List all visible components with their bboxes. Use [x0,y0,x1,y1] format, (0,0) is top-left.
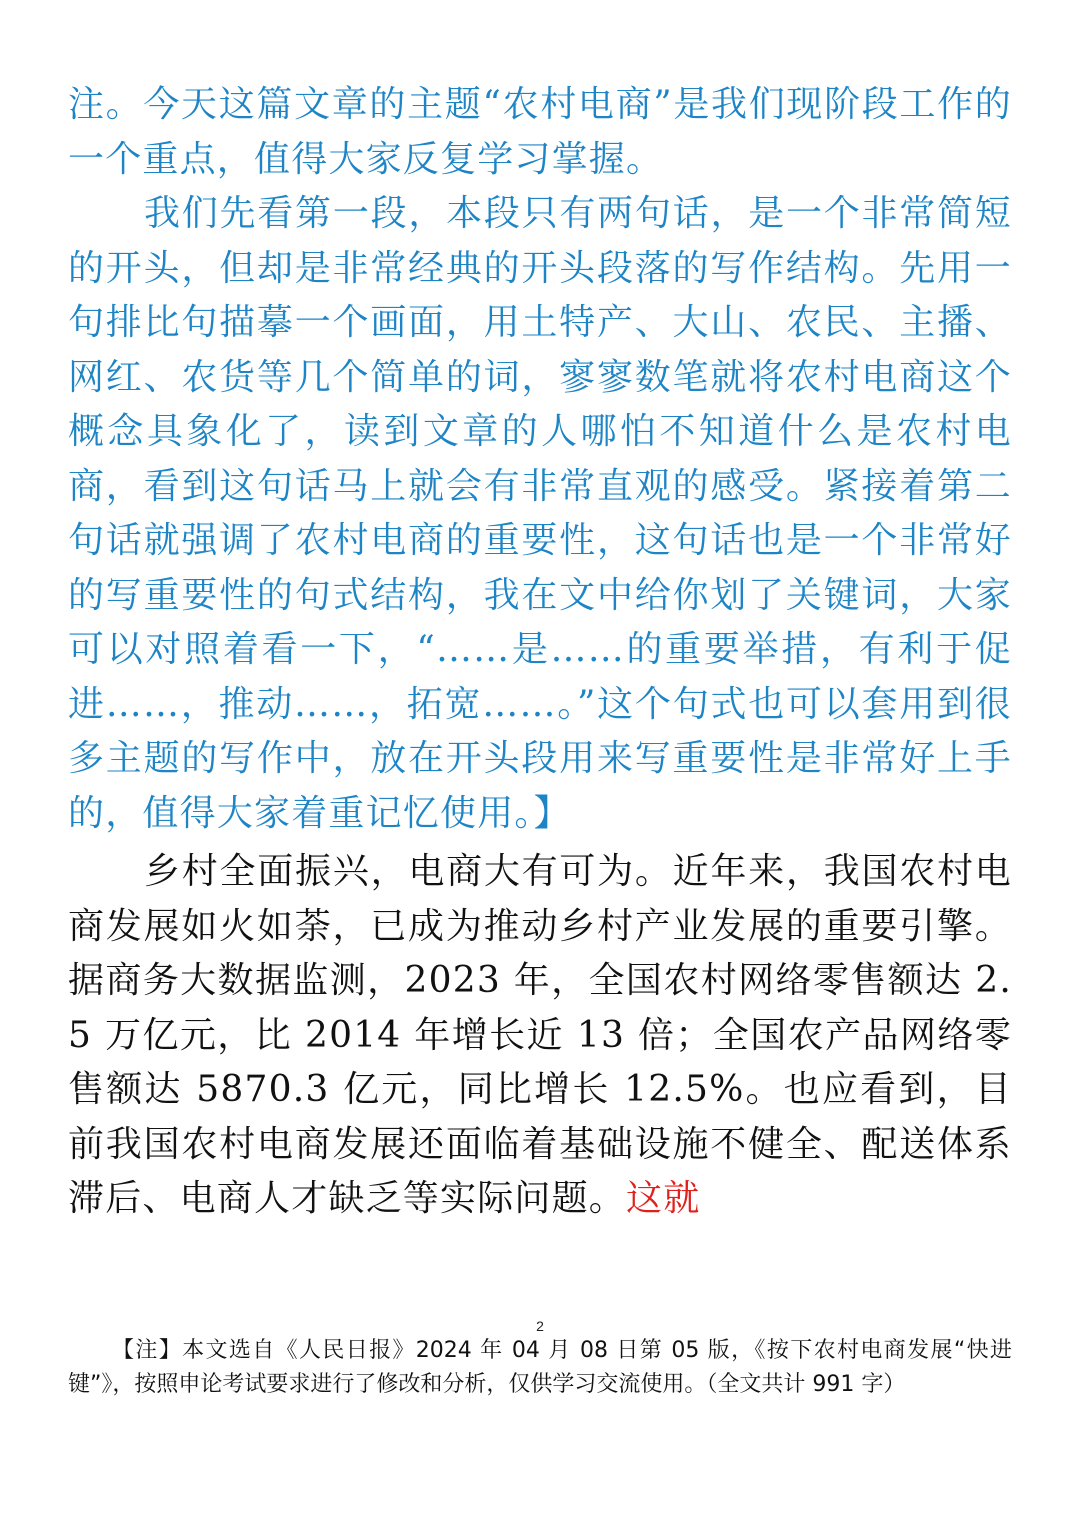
analysis-paragraph-continued: 注。今天这篇文章的主题“农村电商”是我们现阶段工作的一个重点，值得大家反复学习掌握。 [68,84,1012,180]
document-page [68,78,1012,1227]
analysis-paragraph: 我们先看第一段，本段只有两句话，是一个非常简短的开头，但却是非常经典的开头段落的写作结构。先用一句排比句描摹一个画面，用土特产、大山、农民、主播、网红、农货等几个简单的词，寥寥数笔就将农村电商这个概念具象化了，读到文章的人哪怕不知道什么是农村电商，看到这句话马上就会有非常直观的感受。紧接着第二句话就强调了农村电商的重要性，这句话也是一个非常好的写重要性的句式结构，我在文中给你划了关键词，大家可以对照着看一下，“……是……的重要举措，有利于促进……，推动……，拓宽……。”这个句式也可以套用到很多主题的写作中，放在开头段用来写重要性是非常好上手的，值得大家着重记忆使用。】 [68,193,1012,834]
article-text: 乡村全面振兴，电商大有可为。近年来，我国农村电商发展如火如荼，已成为推动乡村产业发展的重要引擎。据商务大数据监测，2023 年，全国农村网络零售额达 2.5 万亿元，比 2014 年增长近 13 倍；全国农产品网络零售额达 5870.3 亿元，同比增长 12.5%。也应看到，目前我国农村电商发展还面临着基础设施不健全、配送体系滞后、电商人才缺乏等实际问题。 [68,851,1012,1219]
page-number: 2 [536,1318,544,1334]
article-paragraph [68,845,1012,1227]
highlighted-text: 这就 [626,1178,701,1219]
footnote: 【注】本文选自《人民日报》2024 年 04 月 08 日第 05 版，《按下农村电商发展“快进键”》，按照申论考试要求进行了修改和分析，仅供学习交流使用。（全文共计 991 字） [68,1338,1012,1397]
